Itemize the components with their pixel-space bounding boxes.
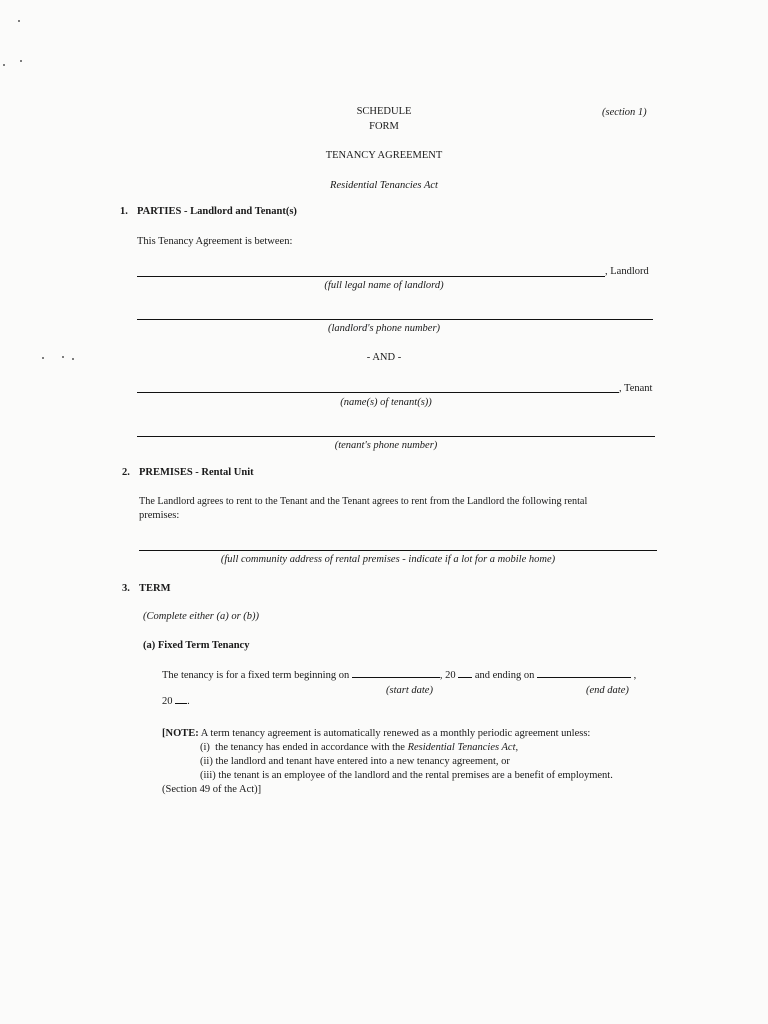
term-instruction: (Complete either (a) or (b)): [143, 611, 260, 622]
section-1-number: 1.: [120, 206, 128, 217]
note-item-ii: (ii) the landlord and tenant have entered into a new tenancy agreement, or: [200, 756, 510, 767]
scan-speck: [62, 356, 64, 358]
premises-address-caption: (full community address of rental premises - indicate if a lot for a mobile home): [220, 554, 556, 565]
note-item-i-act: Residential Tenancies Act,: [407, 742, 519, 753]
landlord-suffix: , Landlord: [605, 266, 649, 277]
section-1-heading: PARTIES - Landlord and Tenant(s): [137, 206, 297, 217]
fixed-term-heading: (a) Fixed Term Tenancy: [143, 640, 250, 651]
section-reference: (section 1): [602, 107, 647, 118]
premises-text-line-2: premises:: [139, 510, 180, 521]
end-year-prefix: 20: [162, 696, 173, 707]
scan-speck: [18, 20, 20, 22]
start-date-caption: (start date): [386, 685, 433, 696]
start-date-field[interactable]: [352, 677, 440, 678]
landlord-phone-caption: (landlord's phone number): [327, 323, 441, 334]
document-title: TENANCY AGREEMENT: [325, 150, 443, 161]
act-name: Residential Tenancies Act: [330, 180, 438, 191]
landlord-name-caption: (full legal name of landlord): [324, 280, 444, 291]
section-2-number: 2.: [122, 467, 130, 478]
premises-address-field[interactable]: [139, 550, 657, 551]
end-year-suffix: .: [187, 696, 190, 707]
form-label: FORM: [369, 121, 399, 132]
schedule-label: SCHEDULE: [356, 106, 412, 117]
note-item-i: [200, 742, 518, 753]
section-3-number: 3.: [122, 583, 130, 594]
note-item-i-text: the tenancy has ended in accordance with the: [215, 742, 405, 753]
section-3-heading: TERM: [139, 583, 171, 594]
note-item-i-number: (i): [200, 742, 210, 753]
end-date-caption: (end date): [586, 685, 629, 696]
end-year-field[interactable]: [175, 703, 187, 704]
fixed-term-text-c: and ending on: [474, 670, 535, 681]
end-date-field[interactable]: [537, 677, 631, 678]
fixed-term-text-b: , 20: [439, 670, 456, 681]
scan-speck: [3, 64, 5, 66]
tenant-name-field[interactable]: [137, 392, 619, 393]
scan-speck: [42, 357, 44, 359]
section-2-heading: PREMISES - Rental Unit: [139, 467, 254, 478]
fixed-term-text-a: The tenancy is for a fixed term beginning on: [162, 670, 350, 681]
note-item-iii: (iii) the tenant is an employee of the landlord and the rental premises are a benefit of employment.: [200, 770, 613, 781]
end-year-line: [162, 696, 190, 707]
tenant-name-caption: (name(s) of tenant(s)): [340, 397, 432, 408]
scan-speck: [20, 60, 22, 62]
tenant-suffix: , Tenant: [619, 383, 653, 394]
note-line: [162, 728, 590, 739]
tenant-phone-caption: (tenant's phone number): [334, 440, 438, 451]
fixed-term-text-d: ,: [633, 670, 637, 681]
scan-speck: [72, 358, 74, 360]
landlord-name-field[interactable]: [137, 276, 605, 277]
tenant-phone-field[interactable]: [137, 436, 655, 437]
premises-text-line-1: The Landlord agrees to rent to the Tenant and the Tenant agrees to rent from the Landlord the following rental: [139, 496, 588, 507]
start-year-field[interactable]: [458, 677, 472, 678]
and-separator: - AND -: [366, 352, 402, 363]
landlord-phone-field[interactable]: [137, 319, 653, 320]
parties-intro: This Tenancy Agreement is between:: [137, 236, 293, 247]
fixed-term-sentence: [162, 670, 636, 681]
note-section-reference: (Section 49 of the Act)]: [162, 784, 262, 795]
note-text: A term tenancy agreement is automatically renewed as a monthly periodic agreement unless:: [200, 728, 591, 739]
note-label: [NOTE:: [162, 728, 199, 739]
